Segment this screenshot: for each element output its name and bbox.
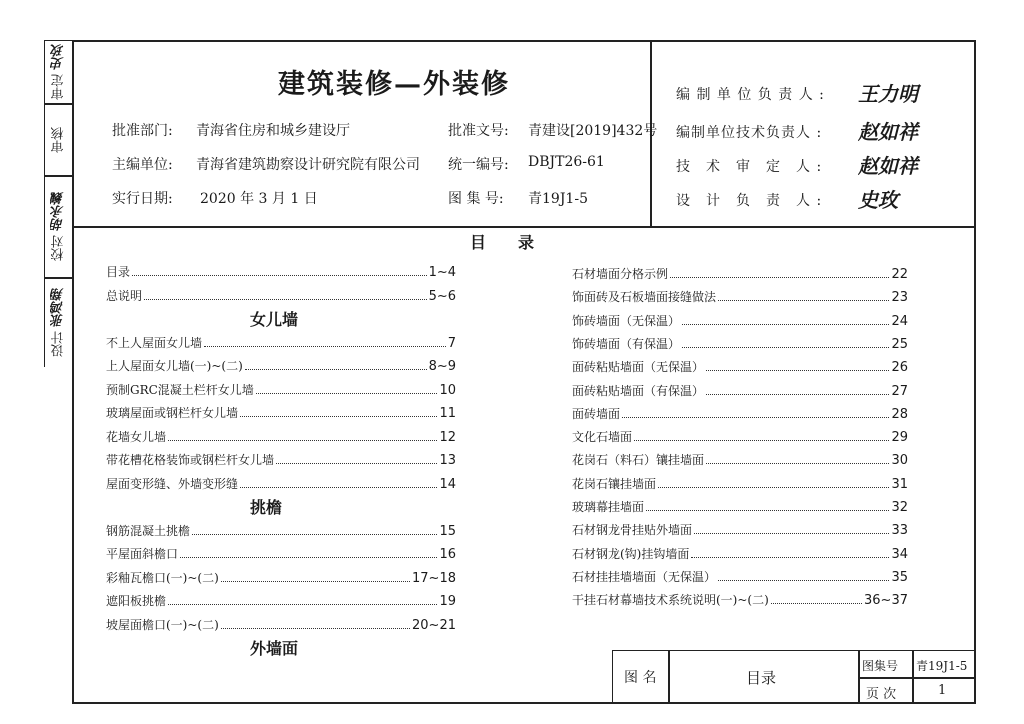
toc-entry-page: 20~21 <box>412 617 456 633</box>
toc-entry <box>572 497 908 515</box>
toc-entry-page: 16 <box>439 547 456 562</box>
toc-entry-page: 25 <box>891 336 908 352</box>
toc-entry-page: 27 <box>891 383 908 399</box>
toc-entry <box>106 356 456 374</box>
toc-entry-title: 石材钢龙(钩)挂钩墙面 <box>572 546 690 561</box>
toc-entry-page: 15 <box>439 523 456 539</box>
toc-entry-title: 彩釉瓦檐口(一)~(二) <box>106 570 219 585</box>
toc-entry-title: 石材钢龙骨挂贴外墙面 <box>572 523 693 538</box>
toc-entry-title: 石材墙面分格示例 <box>572 267 669 281</box>
toc-entry-title: 上人屋面女儿墙(一)~(二) <box>106 359 243 373</box>
toc-entry <box>572 520 908 538</box>
side-cell-signature: 胡永巍 <box>51 192 67 232</box>
toc-entry-title: 面砖粘贴墙面（无保温） <box>572 360 705 375</box>
toc-entry-title: 面砖粘贴墙面（有保温） <box>572 383 705 398</box>
title-block-atlas: 青19J1-5 <box>916 659 968 673</box>
editor-label: 主编单位: <box>112 157 173 173</box>
toc-entry-page: 31 <box>891 476 908 492</box>
toc-section-heading: 外墙面 <box>250 639 299 658</box>
responsible-signature: 赵如祥 <box>858 120 918 144</box>
side-cell-signature: 张鸿翔 <box>51 288 67 328</box>
toc-entry-title: 面砖墙面 <box>572 406 621 421</box>
toc-entry <box>106 591 456 609</box>
editor: 青海省建筑勘察设计研究院有限公司 <box>196 157 420 173</box>
toc-leader-dots <box>245 369 427 370</box>
toc-leader-dots <box>691 557 889 558</box>
toc-leader-dots <box>256 393 438 394</box>
atlas-no-label: 图 集 号: <box>448 191 504 207</box>
toc-leader-dots <box>646 510 889 511</box>
page-title: 建筑装修—外装修 <box>278 69 510 100</box>
toc-entry <box>106 333 456 351</box>
toc-entry <box>572 334 908 352</box>
header-bottom-rule <box>72 226 976 228</box>
side-cell-label: 审核 <box>51 127 67 153</box>
toc-entry-title: 坡屋面檐口(一)~(二) <box>106 617 219 632</box>
responsible-signature: 史玫 <box>858 188 898 212</box>
side-cell-check <box>45 177 73 277</box>
title-block-name: 目录 <box>746 669 777 687</box>
toc-leader-dots <box>276 463 437 464</box>
toc-entry-title: 平屋面斜檐口 <box>106 547 179 561</box>
toc-entry <box>106 286 456 304</box>
responsible-role: 编 制 单 位 负 责 人 : <box>676 87 825 103</box>
toc-entry <box>572 287 908 305</box>
toc-leader-dots <box>706 370 889 371</box>
toc-entry-title: 带花槽花格装饰或钢栏杆女儿墙 <box>106 453 275 467</box>
toc-entry <box>572 544 908 562</box>
toc-entry-title: 预制GRC混凝土栏杆女儿墙 <box>106 382 254 397</box>
side-cell-label: 设计 <box>51 331 67 358</box>
toc-leader-dots <box>192 534 437 535</box>
responsible-role: 技 术 审 定 人 : <box>676 159 823 175</box>
toc-entry <box>572 474 908 492</box>
toc-section-heading: 女儿墙 <box>250 310 299 329</box>
side-cell-approve <box>45 41 73 103</box>
toc-entry <box>106 427 456 445</box>
toc-leader-dots <box>240 487 437 488</box>
toc-entry-title: 目录 <box>106 265 131 279</box>
toc-entry <box>106 474 456 492</box>
toc-entry-page: 5~6 <box>428 288 456 304</box>
toc-entry-page: 11 <box>439 406 456 421</box>
unified-no-label: 统一编号: <box>448 157 509 173</box>
responsible-role: 编制单位技术负责人 : <box>676 125 823 141</box>
toc-entry-title: 总说明 <box>106 288 143 303</box>
side-cell-review <box>45 105 73 175</box>
title-block-page-label: 页 次 <box>866 687 897 702</box>
toc-entry <box>572 404 908 422</box>
toc-entry-title: 干挂石材幕墙技术系统说明(一)~(二) <box>572 593 769 608</box>
toc-entry-page: 23 <box>891 290 908 306</box>
unified-no: DBJT26-61 <box>528 154 605 170</box>
toc-entry-title: 文化石墙面 <box>572 430 633 445</box>
toc-entry-title: 玻璃屋面或钢栏杆女儿墙 <box>106 406 239 420</box>
toc-entry-page: 8~9 <box>428 359 456 374</box>
toc-entry-page: 32 <box>891 500 908 515</box>
toc-entry <box>106 450 456 468</box>
toc-leader-dots <box>240 416 437 417</box>
toc-entry <box>572 264 908 282</box>
toc-entry <box>572 567 908 585</box>
toc-leader-dots <box>132 275 427 276</box>
toc-entry-page: 28 <box>891 406 908 422</box>
toc-entry-title: 遮阳板挑檐 <box>106 594 167 608</box>
toc-entry-page: 14 <box>439 476 456 492</box>
title-block-divider <box>668 650 670 704</box>
toc-leader-dots <box>168 440 437 441</box>
toc-entry <box>106 521 456 539</box>
toc-entry-title: 屋面变形缝、外墙变形缝 <box>106 476 239 491</box>
side-cell-signature: 史玫 <box>51 44 67 70</box>
toc-entry <box>572 450 908 468</box>
toc-entry-page: 1~4 <box>428 265 456 280</box>
toc-entry <box>572 381 908 399</box>
toc-entry-title: 饰面砖及石板墙面接缝做法 <box>572 290 717 305</box>
toc-leader-dots <box>682 324 889 325</box>
toc-entry-page: 29 <box>891 430 908 446</box>
toc-entry-page: 7 <box>447 335 456 351</box>
toc-leader-dots <box>694 533 889 534</box>
title-block-divider <box>912 650 914 704</box>
toc-entry <box>106 568 456 586</box>
toc-entry-title: 不上人屋面女儿墙 <box>106 335 203 350</box>
toc-entry-page: 19 <box>439 594 456 609</box>
effective-date: 2020 年 3 月 1 日 <box>200 191 318 207</box>
atlas-no: 青19J1-5 <box>528 191 588 207</box>
toc-leader-dots <box>168 604 437 605</box>
toc-entry-page: 36~37 <box>864 593 908 609</box>
side-cell-label: 审定 <box>51 74 67 100</box>
toc-entry-title: 钢筋混凝土挑檐 <box>106 523 191 538</box>
title-block-divider <box>858 677 976 679</box>
toc-entry-page: 33 <box>891 523 908 539</box>
toc-leader-dots <box>718 300 889 301</box>
toc-entry-title: 饰砖墙面（有保温） <box>572 336 681 351</box>
approval-no-label: 批准文号: <box>448 123 509 139</box>
toc-entry-page: 22 <box>891 267 908 282</box>
toc-entry <box>106 262 456 280</box>
toc-entry-page: 26 <box>891 360 908 376</box>
toc-entry <box>106 403 456 421</box>
toc-entry-page: 30 <box>891 453 908 469</box>
toc-entry-page: 17~18 <box>412 570 456 586</box>
toc-entry-page: 12 <box>439 429 456 445</box>
toc-leader-dots <box>144 299 427 300</box>
toc-leader-dots <box>771 603 862 604</box>
toc-entry <box>106 615 456 633</box>
toc-leader-dots <box>221 628 410 629</box>
toc-entry <box>572 357 908 375</box>
toc-leader-dots <box>204 346 446 347</box>
toc-leader-dots <box>634 440 889 441</box>
side-cell-label: 校对 <box>51 235 67 262</box>
toc-leader-dots <box>670 277 889 278</box>
responsible-signature: 赵如祥 <box>858 154 918 178</box>
toc-entry <box>106 544 456 562</box>
toc-entry <box>572 590 908 608</box>
toc-leader-dots <box>706 394 889 395</box>
toc-entry-title: 玻璃幕挂墙面 <box>572 500 645 514</box>
toc-leader-dots <box>682 347 889 348</box>
toc-entry-title: 饰砖墙面（无保温） <box>572 313 681 328</box>
toc-leader-dots <box>718 580 889 581</box>
responsible-signature: 王力明 <box>858 82 918 106</box>
toc-section-heading: 挑檐 <box>250 498 283 517</box>
approval-no: 青建设[2019]432号 <box>528 123 658 139</box>
toc-heading: 目 录 <box>470 233 535 252</box>
toc-entry-page: 10 <box>439 382 456 398</box>
title-block-name-label: 图 名 <box>624 670 657 686</box>
toc-entry <box>572 427 908 445</box>
toc-leader-dots <box>221 581 410 582</box>
toc-leader-dots <box>180 557 437 558</box>
toc-entry-page: 34 <box>891 546 908 562</box>
toc-entry-title: 石材挂挂墙墙面（无保温） <box>572 569 717 584</box>
toc-entry-title: 花墙女儿墙 <box>106 429 167 444</box>
title-block-page: 1 <box>938 683 947 698</box>
toc-entry-title: 花岗石（料石）镶挂墙面 <box>572 453 705 468</box>
toc-entry <box>572 311 908 329</box>
toc-leader-dots <box>658 487 889 488</box>
toc-entry-page: 35 <box>891 569 908 585</box>
side-cell-design <box>45 279 73 367</box>
responsible-role: 设 计 负 责 人 : <box>676 193 823 209</box>
approval-dept-label: 批准部门: <box>112 123 173 139</box>
toc-entry <box>106 380 456 398</box>
toc-entry-page: 24 <box>891 313 908 329</box>
toc-entry-page: 13 <box>439 453 456 468</box>
title-block-atlas-label: 图集号 <box>862 659 899 673</box>
approval-dept: 青海省住房和城乡建设厅 <box>196 123 350 139</box>
effective-label: 实行日期: <box>112 191 173 207</box>
toc-leader-dots <box>706 463 889 464</box>
toc-entry-title: 花岗石镶挂墙面 <box>572 476 657 491</box>
toc-leader-dots <box>622 417 889 418</box>
side-approval-strip <box>44 40 74 367</box>
